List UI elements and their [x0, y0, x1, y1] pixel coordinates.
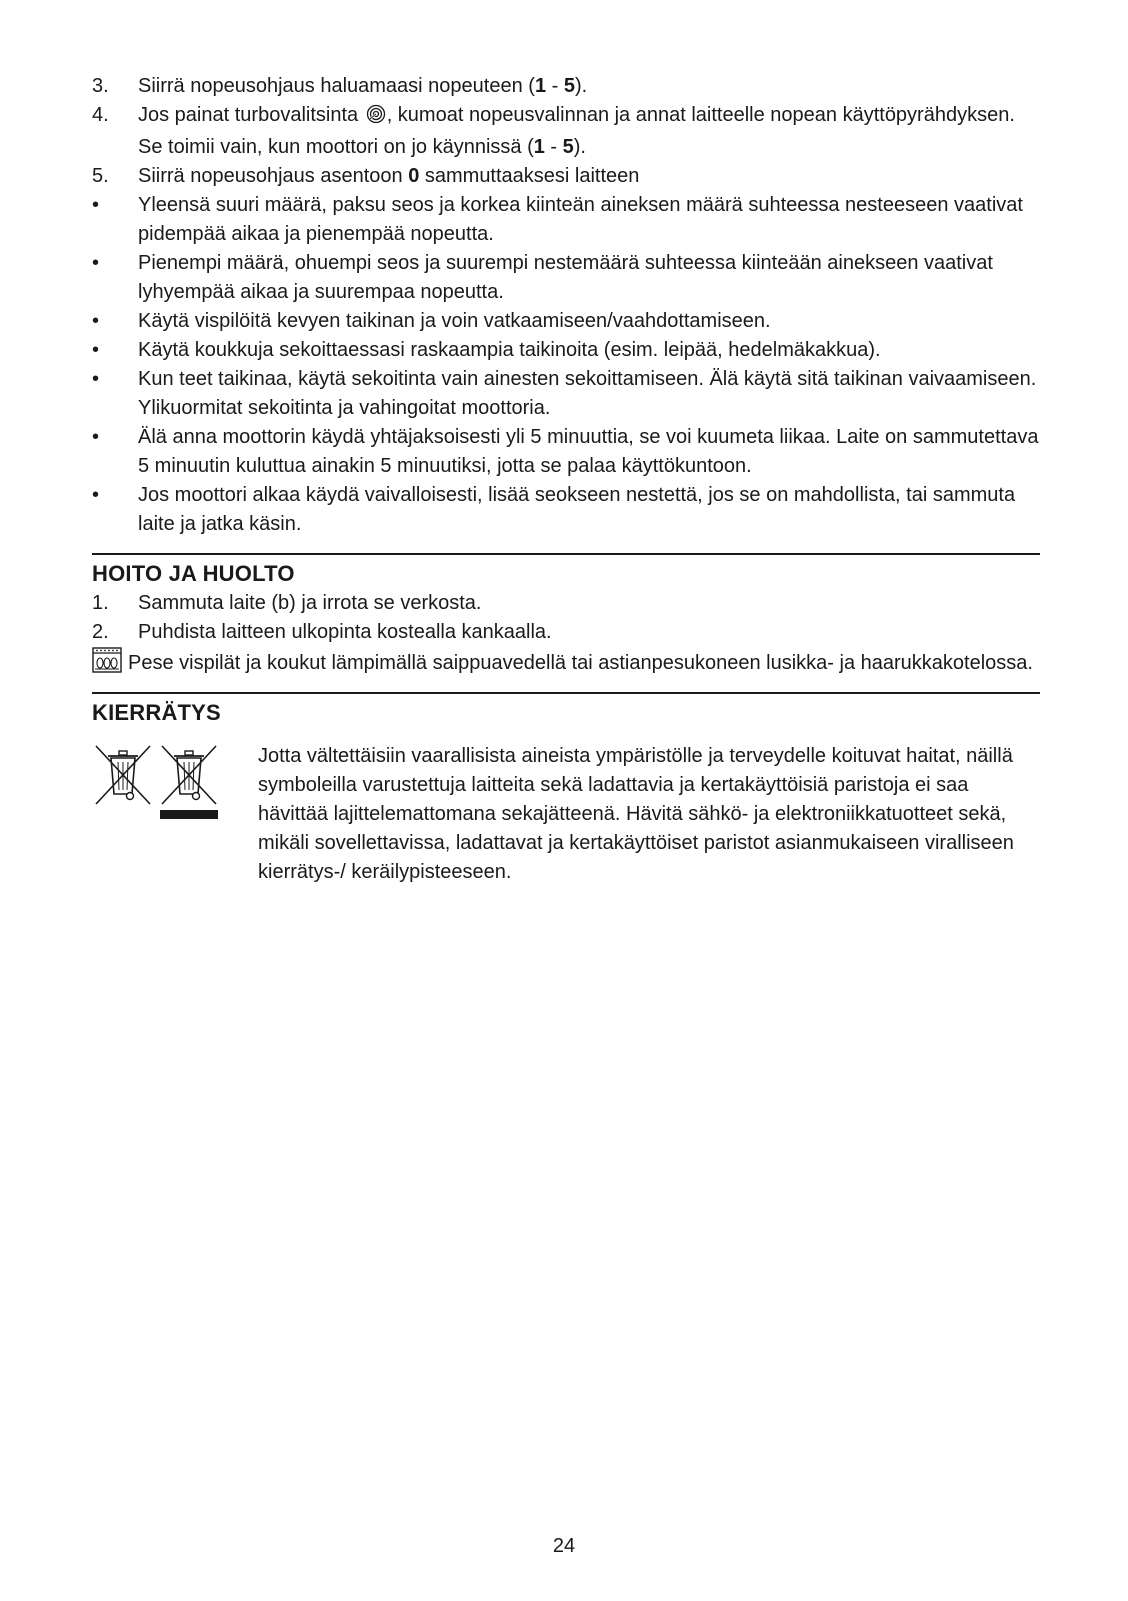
- dishwasher-note: [92, 647, 1040, 678]
- tip-text: Käytä vispilöitä kevyen taikinan ja voin vatkaamiseen/vaahdottamiseen.: [138, 310, 771, 332]
- care-step-2: [92, 618, 1040, 647]
- tip-text: Käytä koukkuja sekoittaessasi raskaampia taikinoita (esim. leipää, hedelmäkakkua).: [138, 339, 881, 361]
- care-step-1: [92, 589, 1040, 618]
- step-text: Siirrä nopeusohjaus asentoon 0 sammuttaaksesi laitteen: [138, 165, 640, 187]
- recycling-icons: [92, 742, 258, 887]
- crossed-bin-icon: [92, 742, 154, 808]
- tip-text: Pienempi määrä, ohuempi seos ja suurempi nestemäärä suhteessa kiinteään ainekseen vaativat lyhyempää aikaa ja suurempaa nopeutta.: [138, 252, 993, 303]
- tip-text: Älä anna moottorin käydä yhtäjaksoisesti yli 5 minuuttia, se voi kuumeta liikaa. Laite on sammutettava 5 minuutin kuluttua ainakin 5 minuutiksi, jotta se palaa käyttökuntoon.: [138, 426, 1039, 477]
- manual-page: [92, 72, 1040, 887]
- step-5: [92, 162, 1040, 191]
- tip-item: [92, 249, 1040, 307]
- tip-text: Jos moottori alkaa käydä vaivalloisesti, lisää seokseen nestettä, jos se on mahdollista, tai sammuta laite ja jatka käsin.: [138, 484, 1016, 535]
- speed-steps-list: [92, 72, 1040, 191]
- tip-item: [92, 365, 1040, 423]
- tip-text: Kun teet taikinaa, käytä sekoitinta vain ainesten sekoittamiseen. Älä käytä sitä taikinan vaivaamiseen. Ylikuormitat sekoitinta ja vahingoitat moottoria.: [138, 368, 1037, 419]
- care-section: [92, 553, 1040, 678]
- step-text: Sammuta laite (b) ja irrota se verkosta.: [138, 592, 482, 614]
- recycling-section: [92, 692, 1040, 887]
- bullet: •: [92, 484, 100, 506]
- tip-item: [92, 336, 1040, 365]
- bullet: •: [92, 252, 100, 274]
- step-number: 2.: [92, 621, 109, 643]
- bullet: •: [92, 339, 100, 361]
- step-text: Jos painat turbovalitsinta , kumoat nopeusvalinnan ja annat laitteelle nopean käyttöpyrähdyksen. Se toimii vain, kun moottori on jo käynnissä (1 - 5).: [138, 104, 1015, 158]
- tip-item: [92, 307, 1040, 336]
- bullet: •: [92, 310, 100, 332]
- dishwasher-text: Pese vispilät ja koukut lämpimällä saippuavedellä tai astianpesukoneen lusikka- ja haarukkakotelossa.: [128, 652, 1033, 674]
- recycling-text: Jotta vältettäisiin vaarallisista aineista ympäristölle ja terveydelle koituvat haitat, näillä symboleilla varustettuja laitteita sekä ladattavia ja kertakäyttöisiä paristoja ei saa hävittää lajittelemattomana sekajätteenä. Hävitä sähkö- ja elektroniikkatuotteet sekä, mikäli sovellettavissa, ladattavat ja kertakäyttöiset paristot asianmukaiseen viralliseen kierrätys-/ keräilypisteeseen.: [258, 745, 1014, 883]
- step-number: 4.: [92, 104, 109, 126]
- crossed-bin-bar-icon: [158, 742, 220, 822]
- tip-text: Yleensä suuri määrä, paksu seos ja korkea kiinteän aineksen määrä suhteessa nesteeseen vaativat pidempää aikaa ja pienempää nopeutta.: [138, 194, 1023, 245]
- step-number: 5.: [92, 165, 109, 187]
- recycling-body: [92, 742, 1040, 887]
- tip-item: [92, 481, 1040, 539]
- bullet: •: [92, 368, 100, 390]
- tip-item: [92, 191, 1040, 249]
- recycling-heading: KIERRÄTYS: [92, 700, 221, 725]
- turbo-spiral-icon: [366, 104, 386, 133]
- step-text: Siirrä nopeusohjaus haluamaasi nopeuteen (1 - 5).: [138, 75, 588, 97]
- step-text: Puhdista laitteen ulkopinta kostealla kankaalla.: [138, 621, 552, 643]
- dishwasher-icon: [92, 647, 122, 673]
- care-heading: HOITO JA HUOLTO: [92, 561, 295, 586]
- step-4: [92, 101, 1040, 162]
- step-number: 1.: [92, 592, 109, 614]
- page-number: 24: [552, 1535, 576, 1557]
- bullet: •: [92, 426, 100, 448]
- tip-item: [92, 423, 1040, 481]
- usage-tips-list: [92, 191, 1040, 539]
- step-3: [92, 72, 1040, 101]
- bullet: •: [92, 194, 100, 216]
- step-number: 3.: [92, 75, 109, 97]
